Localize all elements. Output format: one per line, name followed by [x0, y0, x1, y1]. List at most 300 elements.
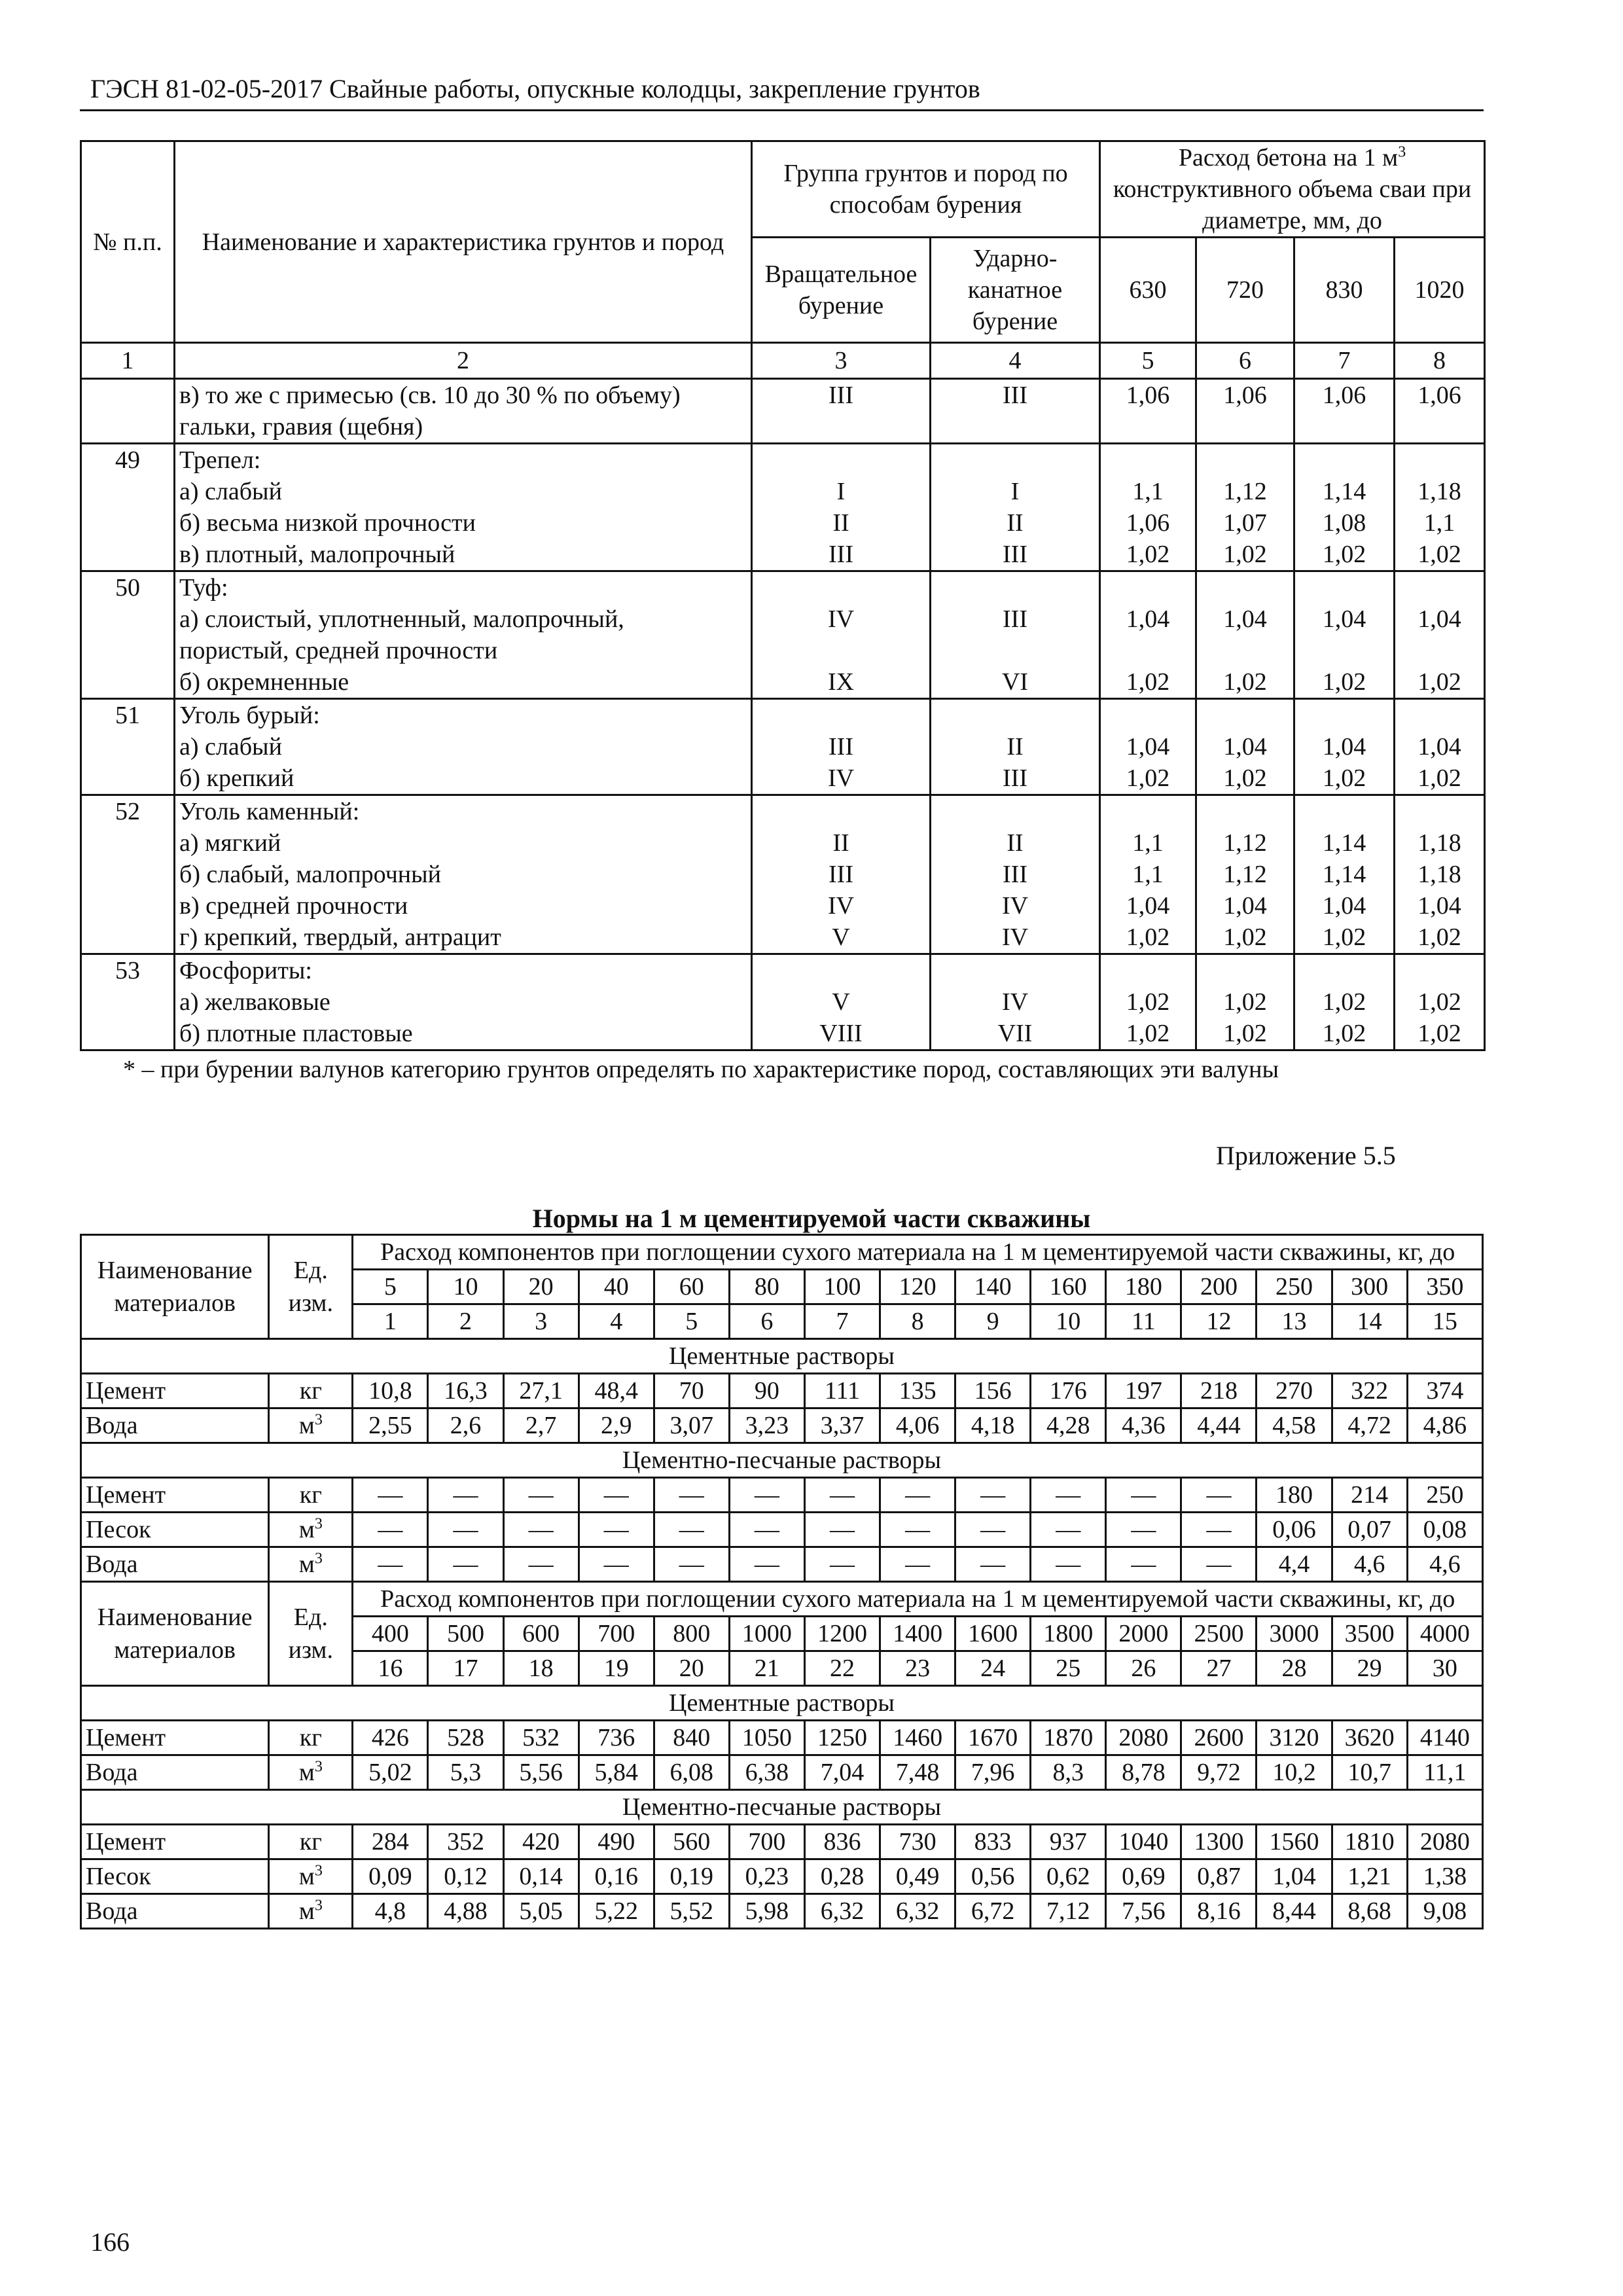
material-value: 0,56	[955, 1859, 1031, 1894]
material-value: 214	[1332, 1478, 1407, 1513]
unit-text: кг	[299, 1377, 322, 1405]
col-number: 4	[931, 343, 1100, 379]
material-value: 1810	[1332, 1825, 1407, 1859]
material-value: 9,08	[1407, 1894, 1482, 1929]
material-value: 6,08	[654, 1755, 729, 1790]
header-d1020: 1020	[1395, 238, 1485, 343]
soil-group-rotary	[752, 444, 931, 571]
material-value: 197	[1106, 1374, 1181, 1408]
section-title: Цементные растворы	[81, 1686, 1483, 1721]
col-number: 14	[1332, 1304, 1407, 1339]
material-value: —	[654, 1547, 729, 1582]
soil-line-concrete-value: 1,02	[1322, 924, 1366, 951]
material-value: —	[1106, 1478, 1181, 1513]
soil-line-rotary: IV	[827, 605, 855, 633]
soil-line-rotary: IX	[827, 668, 855, 696]
material-value: 218	[1181, 1374, 1257, 1408]
soil-line-concrete-value	[1295, 572, 1393, 603]
header-d830: 830	[1294, 238, 1395, 343]
soil-line-rotary: V	[832, 924, 850, 951]
col-number: 16	[353, 1651, 428, 1686]
material-value: 6,32	[880, 1894, 955, 1929]
soil-line-concrete-value	[1395, 955, 1484, 986]
soil-group-rotary	[752, 795, 931, 954]
material-value: 4,86	[1407, 1408, 1482, 1443]
material-value: 4,18	[955, 1408, 1031, 1443]
absorption-value: 1800	[1031, 1617, 1106, 1651]
material-value: 7,48	[880, 1755, 955, 1790]
header-concrete-post: конструктивного объема сваи при диаметре, мм, до	[1113, 175, 1472, 234]
soil-line-percussion: VII	[997, 1020, 1033, 1047]
material-value: 27,1	[503, 1374, 579, 1408]
soil-line-concrete-value: 1,04	[1126, 892, 1170, 920]
header-percussion: Ударно-канатное бурение	[931, 238, 1100, 343]
soil-line-concrete-value: 1,06	[1223, 382, 1267, 409]
absorption-value: 10	[428, 1270, 503, 1304]
unit-superscript: 3	[314, 1862, 323, 1880]
soil-line-rotary	[753, 444, 929, 476]
soil-group-percussion	[931, 571, 1100, 699]
material-value: 1050	[729, 1721, 804, 1755]
material-value: 8,16	[1181, 1894, 1257, 1929]
unit-text: кг	[299, 1724, 322, 1751]
material-name: Вода	[81, 1547, 269, 1582]
material-value: —	[1181, 1478, 1257, 1513]
material-value: 7,12	[1031, 1894, 1106, 1929]
soil-line-concrete-value: 1,14	[1322, 478, 1366, 505]
footnote: * – при бурении валунов категорию грунтов определять по характеристике пород, составляющих эти валуны	[123, 1056, 1279, 1083]
soil-line-concrete-value: 1,12	[1223, 478, 1267, 505]
soil-line-rotary: III	[829, 541, 853, 568]
section-title-row	[81, 1790, 1483, 1825]
col-number: 5	[654, 1304, 729, 1339]
material-name: Вода	[81, 1755, 269, 1790]
soil-line-concrete-value	[1395, 700, 1484, 731]
soil-line-concrete-value	[1101, 444, 1195, 476]
material-value: 0,87	[1181, 1859, 1257, 1894]
soil-line-concrete-value: 1,14	[1322, 829, 1366, 857]
material-value: 0,19	[654, 1859, 729, 1894]
soil-line-concrete-value: 1,02	[1223, 668, 1267, 696]
unit-text: м	[298, 1897, 315, 1925]
material-value: 8,44	[1257, 1894, 1332, 1929]
section-title: Цементные растворы	[81, 1339, 1483, 1374]
soil-line-concrete-value: 1,02	[1418, 668, 1461, 696]
soil-line-percussion	[931, 700, 1099, 731]
absorption-value: 2000	[1106, 1617, 1181, 1651]
soil-line-percussion: III	[1003, 764, 1027, 792]
material-value: 176	[1031, 1374, 1106, 1408]
material-value: 2600	[1181, 1721, 1257, 1755]
unit-text: м	[298, 1412, 315, 1439]
material-unit	[269, 1721, 353, 1755]
material-row	[81, 1547, 1483, 1582]
soil-line-name: Фосфориты:	[179, 957, 312, 984]
material-unit	[269, 1374, 353, 1408]
soil-group-concrete-d630	[1100, 699, 1196, 795]
soil-line-rotary	[753, 411, 929, 442]
soil-line-percussion	[931, 444, 1099, 476]
soil-line-percussion	[931, 955, 1099, 986]
material-value: —	[579, 1478, 654, 1513]
soil-line-name: в) плотный, малопрочный	[179, 541, 455, 568]
soil-line-percussion: II	[1007, 509, 1024, 537]
material-value: —	[503, 1478, 579, 1513]
material-value: 6,72	[955, 1894, 1031, 1929]
material-value: 2080	[1106, 1721, 1181, 1755]
header-drilling-group: Группа грунтов и пород по способам бурения	[752, 141, 1100, 238]
col-number: 3	[503, 1304, 579, 1339]
absorption-value: 200	[1181, 1270, 1257, 1304]
soil-line-percussion: III	[1003, 382, 1027, 409]
absorption-value: 40	[579, 1270, 654, 1304]
soil-line-concrete-value	[1197, 796, 1293, 827]
material-row	[81, 1408, 1483, 1443]
soil-line-concrete-value: 1,02	[1126, 541, 1170, 568]
soil-line-concrete-value: 1,04	[1322, 733, 1366, 761]
soil-line-concrete-value	[1101, 796, 1195, 827]
soil-line-rotary	[753, 635, 929, 666]
soil-group-concrete-d830	[1294, 379, 1395, 444]
header-material-name: Наименование материалов	[81, 1582, 269, 1686]
soil-group-concrete-d830	[1294, 795, 1395, 954]
soil-line-percussion: IV	[1001, 924, 1029, 951]
soil-line-concrete-value: 1,04	[1126, 605, 1170, 633]
material-name: Вода	[81, 1408, 269, 1443]
absorption-value: 20	[503, 1270, 579, 1304]
material-name: Вода	[81, 1894, 269, 1929]
soil-line-concrete-value: 1,02	[1418, 764, 1461, 792]
soil-group-concrete-d720	[1196, 571, 1294, 699]
header-consumption-description: Расход компонентов при поглощении сухого материала на 1 м цементируемой части скважины, кг, до	[353, 1235, 1483, 1270]
material-value: —	[1106, 1547, 1181, 1582]
material-value: 156	[955, 1374, 1031, 1408]
material-value: 1,38	[1407, 1859, 1482, 1894]
soil-line-concrete-value: 1,04	[1322, 892, 1366, 920]
col-number: 28	[1257, 1651, 1332, 1686]
unit-superscript: 3	[314, 1550, 323, 1568]
material-value: 0,07	[1332, 1513, 1407, 1547]
soil-line-concrete-value: 1,1	[1132, 861, 1164, 888]
soil-line-name: а) мягкий	[179, 829, 281, 857]
material-value: 5,52	[654, 1894, 729, 1929]
unit-text: кг	[299, 1828, 322, 1856]
absorption-value: 1400	[880, 1617, 955, 1651]
soil-line-percussion: II	[1007, 829, 1024, 857]
material-value: 532	[503, 1721, 579, 1755]
material-value: 5,22	[579, 1894, 654, 1929]
soil-group-names	[175, 795, 752, 954]
soil-line-percussion	[931, 411, 1099, 442]
soil-group-number: 52	[81, 795, 175, 954]
material-value: —	[729, 1547, 804, 1582]
material-unit	[269, 1478, 353, 1513]
material-row	[81, 1755, 1483, 1790]
soil-line-name: Уголь каменный:	[179, 798, 360, 825]
col-number: 24	[955, 1651, 1031, 1686]
soil-line-concrete-value: 1,02	[1322, 1020, 1366, 1047]
material-value: 840	[654, 1721, 729, 1755]
material-value: —	[1106, 1513, 1181, 1547]
material-value: 1670	[955, 1721, 1031, 1755]
material-value: —	[955, 1513, 1031, 1547]
material-value: 2080	[1407, 1825, 1482, 1859]
absorption-value: 5	[353, 1270, 428, 1304]
material-value: 7,96	[955, 1755, 1031, 1790]
soil-group-percussion	[931, 954, 1100, 1050]
section-title-row	[81, 1443, 1483, 1478]
soil-group-concrete-d830	[1294, 444, 1395, 571]
soil-line-concrete-value: 1,1	[1132, 478, 1164, 505]
material-value: —	[880, 1513, 955, 1547]
material-value: 5,56	[503, 1755, 579, 1790]
soil-line-rotary: I	[836, 478, 846, 505]
soil-line-percussion: III	[1003, 861, 1027, 888]
soil-group-concrete-d1020	[1395, 379, 1485, 444]
material-value: 4,44	[1181, 1408, 1257, 1443]
soil-line-concrete-value	[1197, 411, 1293, 442]
col-number: 11	[1106, 1304, 1181, 1339]
soil-line-concrete-value: 1,02	[1322, 541, 1366, 568]
soil-group-names	[175, 571, 752, 699]
soil-line-concrete-value: 1,12	[1223, 829, 1267, 857]
material-value: 135	[880, 1374, 955, 1408]
soil-line-concrete-value: 1,04	[1223, 733, 1267, 761]
material-value: 8,3	[1031, 1755, 1106, 1790]
material-value: —	[654, 1478, 729, 1513]
column-number-row	[81, 343, 1485, 379]
material-value: —	[880, 1478, 955, 1513]
absorption-value: 500	[428, 1617, 503, 1651]
absorption-value: 3500	[1332, 1617, 1407, 1651]
soil-line-concrete-value: 1,02	[1126, 988, 1170, 1016]
soil-line-concrete-value	[1395, 572, 1484, 603]
material-value: 4140	[1407, 1721, 1482, 1755]
material-value: —	[503, 1547, 579, 1582]
material-value: 8,78	[1106, 1755, 1181, 1790]
col-number: 27	[1181, 1651, 1257, 1686]
appendix-label: Приложение 5.5	[1216, 1141, 1396, 1170]
material-value: 1870	[1031, 1721, 1106, 1755]
material-value: 5,3	[428, 1755, 503, 1790]
soil-line-concrete-value	[1395, 635, 1484, 666]
material-value: 5,02	[353, 1755, 428, 1790]
soil-group-number: 49	[81, 444, 175, 571]
col-number: 13	[1257, 1304, 1332, 1339]
soil-line-concrete-value	[1101, 955, 1195, 986]
material-value: 284	[353, 1825, 428, 1859]
soil-group-rotary	[752, 954, 931, 1050]
material-name: Цемент	[81, 1825, 269, 1859]
page-number: 166	[90, 2227, 130, 2257]
unit-text: м	[298, 1863, 315, 1890]
header-soil-name: Наименование и характеристика грунтов и пород	[175, 141, 752, 343]
soil-line-percussion	[931, 635, 1099, 666]
material-row	[81, 1825, 1483, 1859]
soil-group-number: 51	[81, 699, 175, 795]
absorption-value: 300	[1332, 1270, 1407, 1304]
soil-group-names	[175, 444, 752, 571]
absorption-value: 120	[880, 1270, 955, 1304]
soil-group-names	[175, 379, 752, 444]
soil-line-concrete-value	[1101, 635, 1195, 666]
col-number: 3	[752, 343, 931, 379]
running-header: ГЭСН 81-02-05-2017 Свайные работы, опускные колодцы, закрепление грунтов	[90, 74, 980, 103]
soil-line-name: а) слабый	[179, 478, 282, 505]
soil-line-percussion: II	[1007, 733, 1024, 761]
material-value: 0,09	[353, 1859, 428, 1894]
material-value: 937	[1031, 1825, 1106, 1859]
soil-line-concrete-value: 1,04	[1223, 605, 1267, 633]
soil-line-name: а) слабый	[179, 733, 282, 761]
header-material-name: Наименование материалов	[81, 1235, 269, 1339]
soil-line-concrete-value: 1,1	[1423, 509, 1455, 537]
material-value: —	[353, 1513, 428, 1547]
material-value: 4,6	[1407, 1547, 1482, 1582]
material-value: —	[955, 1547, 1031, 1582]
col-number: 8	[880, 1304, 955, 1339]
soil-line-concrete-value: 1,14	[1322, 861, 1366, 888]
section-title: Цементно-песчаные растворы	[81, 1790, 1483, 1825]
soil-line-name: б) плотные пластовые	[179, 1020, 413, 1047]
col-number: 6	[729, 1304, 804, 1339]
material-value: 2,55	[353, 1408, 428, 1443]
soil-line-percussion: III	[1003, 605, 1027, 633]
soil-line-concrete-value: 1,04	[1418, 605, 1461, 633]
material-value: —	[1031, 1513, 1106, 1547]
material-value: 7,04	[804, 1755, 880, 1790]
soil-line-percussion	[931, 796, 1099, 827]
soil-line-concrete-value: 1,04	[1418, 892, 1461, 920]
col-number: 20	[654, 1651, 729, 1686]
material-unit	[269, 1894, 353, 1929]
col-number: 12	[1181, 1304, 1257, 1339]
unit-text: м	[298, 1759, 315, 1786]
soil-line-percussion: III	[1003, 541, 1027, 568]
soil-group-concrete-d720	[1196, 444, 1294, 571]
material-value: 736	[579, 1721, 654, 1755]
material-value: 700	[729, 1825, 804, 1859]
unit-superscript: 3	[314, 1897, 323, 1914]
soil-line-concrete-value: 1,08	[1322, 509, 1366, 537]
col-number: 8	[1395, 343, 1485, 379]
material-value: 2,6	[428, 1408, 503, 1443]
soil-line-percussion: VI	[1001, 668, 1029, 696]
soil-line-concrete-value: 1,06	[1126, 382, 1170, 409]
material-value: 3,37	[804, 1408, 880, 1443]
soil-line-name: в) средней прочности	[179, 892, 408, 920]
material-row	[81, 1894, 1483, 1929]
material-value: —	[579, 1513, 654, 1547]
soil-line-concrete-value	[1295, 411, 1393, 442]
absorption-value: 180	[1106, 1270, 1181, 1304]
material-value: 250	[1407, 1478, 1482, 1513]
col-number: 18	[503, 1651, 579, 1686]
soil-line-concrete-value	[1101, 572, 1195, 603]
absorption-value: 140	[955, 1270, 1031, 1304]
material-value: 1250	[804, 1721, 880, 1755]
material-value: 490	[579, 1825, 654, 1859]
soil-line-rotary	[753, 796, 929, 827]
absorption-value: 1000	[729, 1617, 804, 1651]
material-value: 5,05	[503, 1894, 579, 1929]
material-value: 0,49	[880, 1859, 955, 1894]
header-consumption-description: Расход компонентов при поглощении сухого материала на 1 м цементируемой части скважины, кг, до	[353, 1582, 1483, 1617]
soil-line-name: Туф:	[179, 574, 228, 601]
material-value: 4,72	[1332, 1408, 1407, 1443]
soil-line-concrete-value: 1,18	[1418, 478, 1461, 505]
material-unit	[269, 1408, 353, 1443]
soil-line-concrete-value: 1,02	[1418, 541, 1461, 568]
soil-line-rotary: IV	[827, 764, 855, 792]
material-value: 352	[428, 1825, 503, 1859]
soil-line-concrete-value	[1395, 444, 1484, 476]
col-number: 17	[428, 1651, 503, 1686]
soil-group-concrete-d1020	[1395, 444, 1485, 571]
material-unit	[269, 1825, 353, 1859]
absorption-value: 600	[503, 1617, 579, 1651]
material-value: 0,69	[1106, 1859, 1181, 1894]
soil-group-rotary	[752, 571, 931, 699]
soil-line-name: Трепел:	[179, 446, 261, 474]
material-value: 420	[503, 1825, 579, 1859]
soil-drilling-table	[80, 140, 1486, 1051]
material-value: —	[804, 1513, 880, 1547]
material-value: 3,07	[654, 1408, 729, 1443]
material-value: 3120	[1257, 1721, 1332, 1755]
material-row	[81, 1374, 1483, 1408]
absorption-value: 2500	[1181, 1617, 1257, 1651]
soil-group-percussion	[931, 795, 1100, 954]
col-number: 15	[1407, 1304, 1482, 1339]
soil-group-concrete-d1020	[1395, 795, 1485, 954]
material-value: 4,4	[1257, 1547, 1332, 1582]
material-value: 0,14	[503, 1859, 579, 1894]
material-value: —	[804, 1547, 880, 1582]
soil-line-concrete-value: 1,18	[1418, 861, 1461, 888]
soil-line-concrete-value: 1,04	[1418, 733, 1461, 761]
soil-group-concrete-d630	[1100, 444, 1196, 571]
material-value: —	[1181, 1513, 1257, 1547]
material-unit	[269, 1513, 353, 1547]
material-value: 0,06	[1257, 1513, 1332, 1547]
material-value: 9,72	[1181, 1755, 1257, 1790]
soil-line-rotary	[753, 700, 929, 731]
material-value: 0,16	[579, 1859, 654, 1894]
soil-group-concrete-d630	[1100, 795, 1196, 954]
header-concrete-sup: 3	[1398, 143, 1406, 161]
material-value: 10,8	[353, 1374, 428, 1408]
soil-line-concrete-value	[1197, 572, 1293, 603]
material-row	[81, 1513, 1483, 1547]
material-value: 426	[353, 1721, 428, 1755]
soil-line-concrete-value: 1,02	[1418, 924, 1461, 951]
soil-line-rotary: III	[829, 382, 853, 409]
absorption-value: 160	[1031, 1270, 1106, 1304]
section-title-row	[81, 1339, 1483, 1374]
soil-line-concrete-value: 1,04	[1126, 733, 1170, 761]
soil-group-percussion	[931, 379, 1100, 444]
material-row	[81, 1721, 1483, 1755]
material-value: —	[654, 1513, 729, 1547]
soil-line-name: г) крепкий, твердый, антрацит	[179, 924, 501, 951]
col-number: 21	[729, 1651, 804, 1686]
unit-text: м	[298, 1551, 315, 1578]
soil-line-concrete-value: 1,02	[1418, 1020, 1461, 1047]
material-value: 5,84	[579, 1755, 654, 1790]
soil-line-concrete-value: 1,18	[1418, 829, 1461, 857]
material-value: 0,23	[729, 1859, 804, 1894]
